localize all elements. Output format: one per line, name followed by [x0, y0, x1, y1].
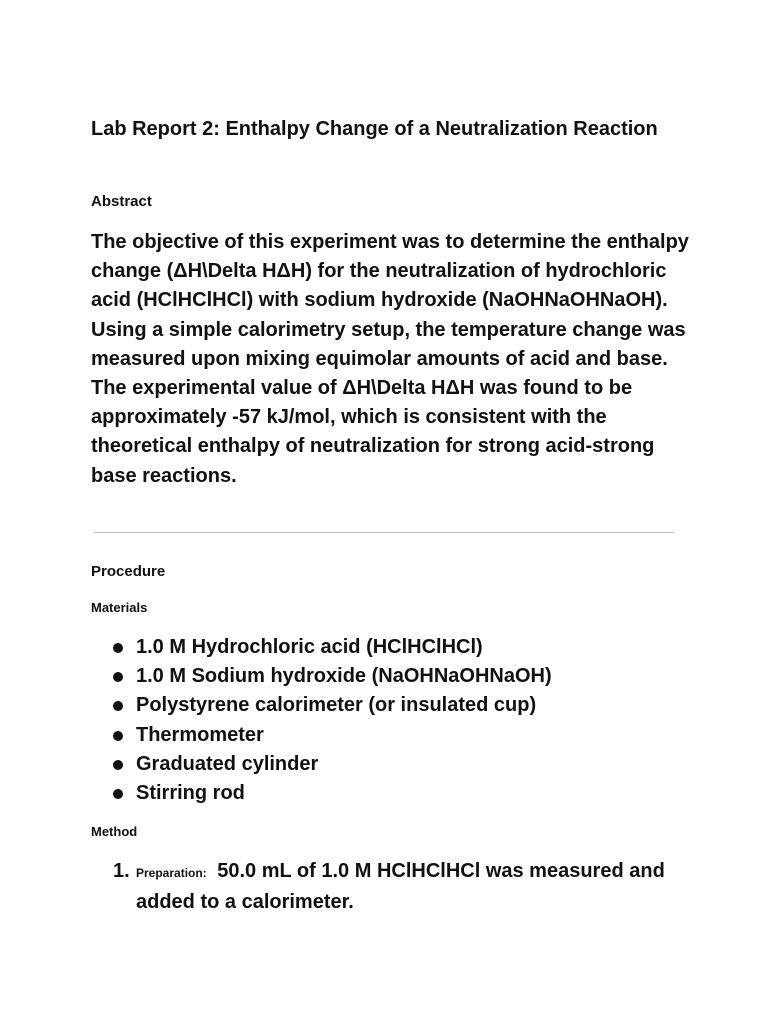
- materials-heading: Materials: [91, 600, 148, 615]
- step-text: 50.0 mL of 1.0 M HClHClHCl was measured and added to a calorimeter.: [136, 860, 665, 914]
- bullet-icon: [113, 643, 123, 653]
- material-item-text: Polystyrene calorimeter (or insulated cup): [136, 694, 537, 717]
- method-steps-list: [113, 857, 673, 917]
- list-item: [113, 633, 552, 662]
- method-heading: Method: [91, 824, 138, 839]
- bullet-icon: [113, 701, 123, 711]
- list-item: [113, 779, 552, 808]
- material-item-text: 1.0 M Hydrochloric acid (HClHClHCl): [136, 636, 483, 658]
- step-label: Preparation:: [136, 866, 207, 880]
- section-divider: [94, 532, 674, 533]
- materials-list: [113, 633, 552, 808]
- document-title: Lab Report 2: Enthalpy Change of a Neutralization Reaction: [91, 118, 658, 140]
- list-item: [113, 662, 552, 691]
- bullet-icon: [113, 672, 123, 682]
- material-item-text: Stirring rod: [136, 782, 245, 805]
- procedure-heading: Procedure: [91, 563, 166, 580]
- material-item-text: Thermometer: [136, 723, 264, 746]
- material-item-text: Graduated cylinder: [136, 752, 319, 775]
- bullet-icon: [113, 731, 123, 741]
- bullet-icon: [113, 789, 123, 799]
- bullet-icon: [113, 760, 123, 770]
- material-item-text: 1.0 M Sodium hydroxide (NaOHNaOHNaOH): [136, 665, 552, 688]
- abstract-heading: Abstract: [91, 193, 152, 210]
- abstract-body: The objective of this experiment was to determine the enthalpy change (ΔH\Delta HΔH) for the neutralization of hydrochloric acid (HClHClHCl) with sodium hydroxide (NaOHNaOHNaOH). Using a simple calorimetry setup, the temperature change was measured upon mixing equimolar amounts of acid and base. The experimental value of ΔH\Delta HΔH was found to be approximately -57 kJ/mol, which is consistent with the theoretical enthalpy of neutralization for strong acid-strong base reactions.: [91, 231, 689, 487]
- list-item: [113, 691, 552, 720]
- list-item: [113, 721, 552, 750]
- step-number: 1.: [113, 860, 130, 882]
- list-item: [113, 750, 552, 779]
- method-step: [113, 857, 673, 917]
